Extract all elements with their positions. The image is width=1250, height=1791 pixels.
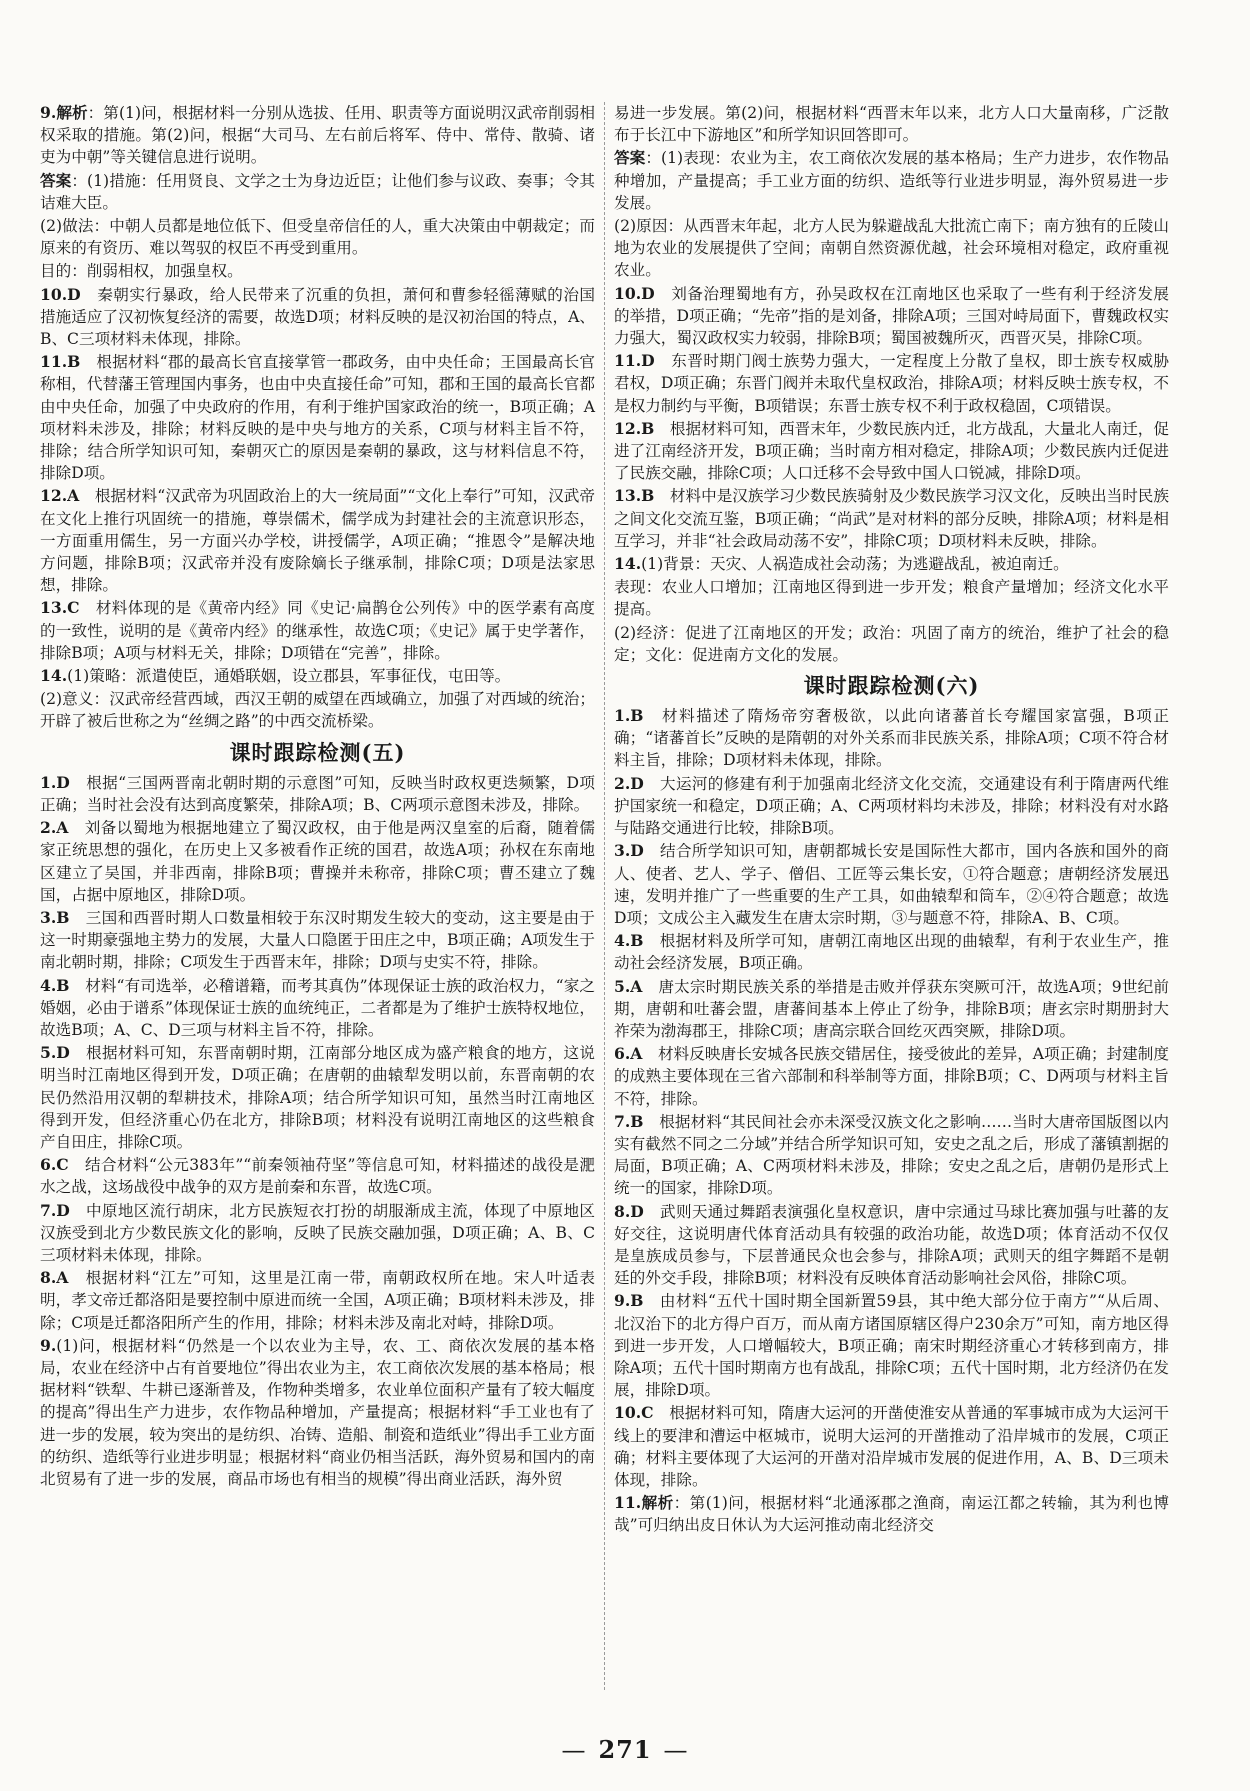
answer-item <box>614 215 1169 282</box>
item-text: ：(1)措施：任用贤良、文学之士为身边近臣；让他们参与议政、奏事；令其诘难大臣。 <box>40 171 595 212</box>
item-number: 10.D <box>614 283 655 303</box>
item-label: 答案 <box>614 148 646 168</box>
item-number: 11. <box>614 1493 642 1513</box>
answer-item <box>614 102 1169 146</box>
answer-item <box>614 1201 1169 1290</box>
item-text: 材料反映唐长安城各民族交错居住，接受彼此的差异，A项正确；封建制度的成熟主要体现在三省六部制和科举制等方面，排除B项；C、D两项与材料主旨不符，排除。 <box>614 1045 1169 1108</box>
item-text: 武则天通过舞蹈表演强化皇权意识，唐中宗通过马球比赛加强与吐蕃的友好交往，这说明唐代体育活动具有较强的政治功能，故选D项；体育活动不仅仅是皇族成员参与，下层普通民众也会参与，排除A项；武则天的组字舞蹈不是朝廷的外交手段，排除B项；材料没有反映体育活动影响社会风俗，排除C项。 <box>614 1202 1169 1288</box>
item-text: 刘备以蜀地为根据地建立了蜀汉政权，由于他是两汉皇室的后裔，随着儒家正统思想的强化，在历史上又多被看作正统的国君，故选A项；孙权在东南地区建立了吴国，并非西南，排除B项；曹操并未称帝，排除C项；曹丕建立了魏国，占据中原地区，排除D项。 <box>40 819 595 904</box>
item-text: 根据材料“江左”可知，这里是江南一带，南朝政权所在地。宋人叶适表明，孝文帝迁都洛阳是要控制中原进而统一全国，A项正确；B项材料未涉及，排除；C项是迁都洛阳所产生的作用，排除；材料未涉及南北对峙，排除D项。 <box>40 1269 595 1332</box>
item-number: 8.A <box>40 1268 69 1288</box>
item-text: 根据材料及所学可知，唐朝江南地区出现的曲辕犁，有利于农业生产，推动社会经济发展，B项正确。 <box>614 932 1169 973</box>
answer-item <box>614 553 1169 575</box>
item-text: 大运河的修建有利于加强南北经济文化交流，交通建设有利于隋唐两代维护国家统一和稳定，D项正确；A、C两项材料均未涉及，排除；材料没有对水路与陆路交通进行比较，排除B项。 <box>614 774 1169 838</box>
answer-item <box>40 284 595 351</box>
item-text: 根据材料可知，隋唐大运河的开凿使淮安从普通的军事城市成为大运河干线上的要津和漕运中枢城市，说明大运河的开凿推动了沿岸城市的发展，C项正确；材料主要体现了大运河的开凿对沿岸城市发展的促进作用，A、B、D三项未体现，排除。 <box>614 1404 1169 1489</box>
item-text: 根据材料可知，东晋南朝时期，江南部分地区成为盛产粮食的地方，这说明当时江南地区得到开发，D项正确；在唐朝的曲辕犁发明以前，东晋南朝的农民仍然沿用汉朝的犁耕技术，排除A项；结合所学知识可知，虽然当时江南地区得到开发，但经济重心仍在北方，排除B项；材料没有说明江南地区的这些粮食产自田庄，排除C项。 <box>40 1044 595 1151</box>
answer-item <box>40 1335 595 1490</box>
page-number <box>0 1735 1250 1764</box>
item-text: 刘备治理蜀地有方，孙吴政权在江南地区也采取了一些有利于经济发展的举措，D项正确；“先帝”指的是刘备，排除A项；三国对峙局面下，曹魏政权实力强大，蜀汉政权实力较弱，排除B项；蜀国被魏所灭，西晋灭吴，排除C项。 <box>614 284 1169 348</box>
item-text: ：(1)表现：农业为主，农工商依次发展的基本格局；生产力进步，农作物品种增加，产量提高；手工业方面的纺织、造纸等行业进步明显，海外贸易进一步发展。 <box>614 149 1169 212</box>
item-number: 3.B <box>40 907 70 927</box>
answer-item <box>40 1154 595 1198</box>
item-number: 2.D <box>614 773 644 793</box>
answer-item <box>614 1111 1169 1200</box>
answer-item <box>40 975 595 1042</box>
item-number: 9. <box>40 1335 57 1355</box>
item-number: 5.A <box>614 976 643 996</box>
item-label: 解析 <box>56 103 88 122</box>
item-number: 10.C <box>614 1403 654 1423</box>
item-number: 1.B <box>614 706 644 726</box>
item-number: 13.C <box>40 598 80 618</box>
answer-item <box>614 147 1169 214</box>
item-number: 6.A <box>614 1044 643 1064</box>
item-text: 根据材料“郡的最高长官直接掌管一郡政务，由中央任命；王国最高长官称相，代替藩王管理国内事务，也由中央直接任命”可知，郡和王国的最高长官都由中央任命，加强了中央政府的作用，有利于维护国家政治的统一，B项正确；A项材料未涉及，排除；材料反映的是中央与地方的关系，C项与材料主旨不符，排除；结合所学知识可知，秦朝灭亡的原因是秦朝的暴政，这与材料信息不符，排除D项。 <box>40 353 595 483</box>
answer-item <box>614 283 1169 350</box>
answer-item <box>40 597 595 664</box>
item-number: 2.A <box>40 818 69 838</box>
item-text: ：第(1)问，根据材料一分别从选拔、任用、职责等方面说明汉武帝削弱相权采取的措施。第(2)问，根据“大司马、左右前后将军、侍中、常侍、散骑、诸吏为中朝”等关键信息进行说明。 <box>40 104 595 167</box>
answer-item <box>614 840 1169 929</box>
item-number: 10.D <box>40 284 81 304</box>
item-number: 14. <box>614 554 642 574</box>
answer-item <box>40 260 595 282</box>
page-number-value: 271 <box>598 1735 652 1764</box>
answer-item <box>40 102 595 169</box>
item-text: 易进一步发展。第(2)问，根据材料“西晋末年以来，北方人口大量南移，广泛散布于长江中下游地区”和所学知识回答即可。 <box>614 104 1169 145</box>
left-column <box>40 102 595 1491</box>
answer-item <box>40 1267 595 1334</box>
item-text: 唐太宗时期民族关系的举措是击败并俘获东突厥可汗，故选A项；9世纪前期，唐朝和吐蕃会盟，唐蕃间基本上停止了纷争，排除B项；唐玄宗时期册封大祚荣为渤海郡王，排除C项；唐高宗联合回纥灭西突厥，排除D项。 <box>614 977 1169 1040</box>
answer-item <box>40 485 595 596</box>
answer-item <box>614 930 1169 974</box>
item-number: 7.B <box>614 1111 644 1131</box>
item-text: 根据“三国两晋南北朝时期的示意图”可知，反映当时政权更迭频繁，D项正确；当时社会没有达到高度繁荣，排除A项；B、C两项示意图未涉及，排除。 <box>40 773 595 814</box>
answer-item <box>614 1402 1169 1491</box>
item-number: 12.A <box>40 486 80 506</box>
answer-item <box>614 705 1169 772</box>
item-number: 11.B <box>40 352 81 372</box>
answer-item <box>40 665 595 687</box>
item-label: 答案 <box>40 170 72 190</box>
item-text: (1)背景：天灾、人祸造成社会动荡；为逃避战乱，被迫南迁。 <box>641 555 1069 574</box>
column-divider <box>604 102 606 1690</box>
answer-item <box>40 1200 595 1267</box>
item-number: 11.D <box>614 351 655 371</box>
item-text: (2)做法：中朝人员都是地位低下、但受皇帝信任的人，重大决策由中朝裁定；而原来的有资历、难以驾驭的权臣不再受到重用。 <box>40 217 595 258</box>
answer-item <box>614 976 1169 1043</box>
item-number: 9. <box>40 103 57 122</box>
item-text: 根据材料“其民间社会亦未深受汉族文化之影响……当时大唐帝国版图以内实有截然不同之二分域”并结合所学知识可知，安史之乱之后，形成了藩镇割据的局面，B项正确；A、C两项材料未涉及，排除；安史之乱之后，唐朝仍是形式上统一的国家，排除D项。 <box>614 1112 1169 1198</box>
answer-item <box>614 1290 1169 1401</box>
right-column <box>614 102 1169 1538</box>
item-text: (1)策略：派遣使臣，通婚联姻，设立郡县，军事征伐，屯田等。 <box>67 667 511 686</box>
item-text: (2)原因：从西晋末年起，北方人民为躲避战乱大批流亡南下；南方独有的丘陵山地为农业的发展提供了空间；南朝自然资源优越，社会环境相对稳定，政府重视农业。 <box>614 217 1169 280</box>
item-text: 结合材料“公元383年”“前秦领袖苻坚”等信息可知，材料描述的战役是淝水之战，这场战役中战争的双方是前秦和东晋，故选C项。 <box>40 1156 595 1197</box>
item-text: 表现：农业人口增加；江南地区得到进一步开发；粮食产量增加；经济文化水平提高。 <box>614 578 1169 619</box>
answer-item <box>40 215 595 259</box>
section-title-5: 课时跟踪检测(五) <box>229 739 406 765</box>
item-text: 材料体现的是《黄帝内经》同《史记·扁鹊仓公列传》中的医学素有高度的一致性，说明的是《黄帝内经》的继承性，故选C项；《史记》属于史学著作，排除B项；A项与材料无关，排除；D项错在“完善”，排除。 <box>40 599 595 662</box>
answer-item <box>614 622 1169 666</box>
answer-item <box>614 350 1169 417</box>
answer-item <box>614 773 1169 840</box>
answer-item <box>614 1492 1169 1536</box>
right-items-top <box>614 102 1169 666</box>
item-number: 14. <box>40 666 68 686</box>
item-number: 8.D <box>614 1201 644 1221</box>
answer-item <box>40 907 595 974</box>
answer-item <box>40 351 595 484</box>
item-text: 根据材料“汉武帝为巩固政治上的大一统局面”“文化上奉行”可知，汉武帝在文化上推行巩固统一的措施，尊崇儒术，儒学成为封建社会的主流意识形态，一方面重用儒生，另一方面兴办学校，讲授儒学，A项正确；“推恩令”是解决地方问题，排除B项；汉武帝并没有废除嫡长子继承制，排除C项；D项是法家思想，排除。 <box>40 487 595 595</box>
answer-item <box>614 1043 1169 1110</box>
item-text: 结合所学知识可知，唐朝都城长安是国际性大都市，国内各族和国外的商人、使者、艺人、学子、僧侣、工匠等云集长安，①符合题意；唐朝经济发展迅速，发明并推广了一些重要的生产工具，如曲辕犁和筒车，②④符合题意；故选D项；文成公主入藏发生在唐太宗时期，③与题意不符，排除A、B、C项。 <box>614 842 1169 927</box>
item-text: 目的：削弱相权，加强皇权。 <box>40 262 243 281</box>
item-number: 1.D <box>40 772 70 792</box>
page-number-dash-right: — <box>663 1736 689 1764</box>
item-label: 解析 <box>641 1493 674 1513</box>
item-text: 秦朝实行暴政，给人民带来了沉重的负担，萧何和曹参轻徭薄赋的治国措施适应了汉初恢复经济的需要，故选D项；材料反映的是汉初治国的特点，A、B、C三项材料未体现，排除。 <box>40 285 595 349</box>
item-text: 东晋时期门阀士族势力强大，一定程度上分散了皇权，即士族专权威胁君权，D项正确；东晋门阀并未取代皇权政治，排除A项；材料反映士族专权，不是权力制约与平衡，B项错误；东晋士族专权不利于政权稳固，C项错误。 <box>614 352 1169 415</box>
item-text: 材料“有司选举，必稽谱籍，而考其真伪”体现保证士族的政治权力，“家之婚姻，必由于谱系”体现保证士族的血统纯正，二者都是为了维护士族特权地位，故选B项；A、C、D三项与材料主旨不符，排除。 <box>40 976 595 1039</box>
item-number: 6.C <box>40 1155 69 1175</box>
item-number: 13.B <box>614 486 655 506</box>
item-number: 5.D <box>40 1043 70 1063</box>
answer-item <box>40 817 595 906</box>
right-items-bottom <box>614 705 1169 1537</box>
item-text: (2)经济：促进了江南地区的开发；政治：巩固了南方的统治，维护了社会的稳定；文化：促进南方文化的发展。 <box>614 623 1169 664</box>
answer-item <box>40 688 595 732</box>
item-number: 12.B <box>614 418 655 438</box>
item-text: 材料描述了隋炀帝穷奢极欲，以此向诸蕃首长夸耀国家富强，B项正确；“诸蕃首长”反映的是隋朝的对外关系而非民族关系，排除A项；C项不符合材料主旨，排除；D项材料未体现，排除。 <box>614 707 1169 770</box>
item-text: (2)意义：汉武帝经营西域，西汉王朝的威望在西域确立，加强了对西域的统治；开辟了被后世称之为“丝绸之路”的中西交流桥梁。 <box>40 690 595 731</box>
item-text: 中原地区流行胡床，北方民族短衣打扮的胡服渐成主流，体现了中原地区汉族受到北方少数民族文化的影响，反映了民族交融加强，D项正确；A、B、C三项材料未体现，排除。 <box>40 1201 595 1264</box>
item-number: 3.D <box>614 841 644 861</box>
item-text: 三国和西晋时期人口数量相较于东汉时期发生较大的变动，这主要是由于这一时期豪强地主势力的发展，大量人口隐匿于田庄之中，B项正确；A项发生于南北朝时期，排除；C项发生于西晋末年，排除；D项与史实不符，排除。 <box>40 908 595 972</box>
answer-item <box>40 1042 595 1153</box>
left-items-top <box>40 102 595 733</box>
section-title-6: 课时跟踪检测(六) <box>803 673 980 699</box>
page-body <box>40 102 1180 1702</box>
item-text: 根据材料可知，西晋末年，少数民族内迁，北方战乱，大量北人南迁，促进了江南经济开发，B项正确；当时南方相对稳定，排除A项；少数民族内迁促进了民族交融，排除C项；人口迁移不会导致中国人口锐减，排除D项。 <box>614 419 1169 483</box>
item-number: 7.D <box>40 1200 70 1220</box>
item-text: 材料中是汉族学习少数民族骑射及少数民族学习汉文化，反映出当时民族之间文化交流互鉴，B项正确；“尚武”是对材料的部分反映，排除A项；材料是相互学习，并非“社会政局动荡不安”，排除C项；D项材料未反映，排除。 <box>614 487 1169 550</box>
answer-item <box>614 485 1169 552</box>
answer-item <box>614 418 1169 485</box>
answer-item <box>40 170 595 214</box>
item-text: 由材料“五代十国时期全国新置59县，其中绝大部分位于南方”“从后周、北汉治下的北方得户百万，而从南方诸国原辖区得户230余万”可知，南方地区得到进一步开发，人口增幅较大，B项正确；南宋时期经济重心才转移到南方，排除A项；五代十国时期南方也有战乱，排除C项；五代十国时期，北方经济仍在发展，排除D项。 <box>614 1292 1169 1400</box>
item-number: 4.B <box>40 975 70 995</box>
page-number-dash-left: — <box>561 1736 587 1764</box>
item-text: (1)问，根据材料“仍然是一个以农业为主导，农、工、商依次发展的基本格局，农业在经济中占有首要地位”得出农业为主，农工商依次发展的基本格局；根据材料“铁犁、牛耕已逐渐普及，作物种类增多，农业单位面积产量有了较大幅度的提高”得出生产力进步，农作物品种增加，产量提高；根据材料“手工业也有了进一步的发展，较为突出的是纺织、冶铸、造船、制瓷和造纸业”得出手工业方面的纺织、造纸等行业进步明显；根据材料“商业仍相当活跃，海外贸易和国内的南北贸易有了进一步的发展，商品市场也有相当的规模”得出商业活跃，海外贸 <box>40 1336 595 1488</box>
item-number: 9.B <box>614 1291 644 1311</box>
item-text: ：第(1)问，根据材料“北通涿郡之渔商，南运江都之转输，其为利也博哉”可归纳出皮日休认为大运河推动南北经济交 <box>614 1494 1169 1535</box>
item-number: 4.B <box>614 931 644 951</box>
left-items-bottom <box>40 772 595 1491</box>
answer-item <box>40 772 595 816</box>
answer-item <box>614 576 1169 620</box>
